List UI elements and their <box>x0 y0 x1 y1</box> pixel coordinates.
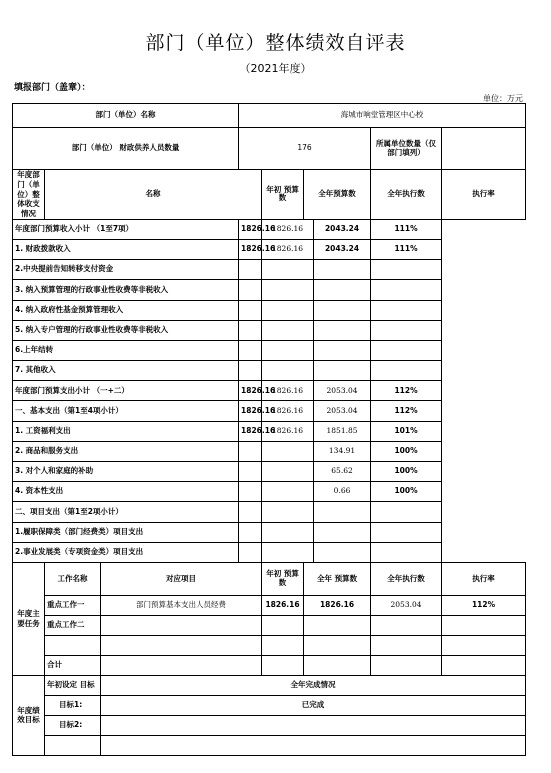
task-row-rate <box>442 615 526 635</box>
budget-row-initial <box>239 482 262 502</box>
task-row-annual <box>304 635 371 655</box>
task-row-work: 重点工作一 <box>45 595 101 615</box>
budget-row-annual <box>262 462 314 482</box>
budget-row-executed <box>314 300 371 320</box>
task-header-project: 对应项目 <box>101 562 262 595</box>
budget-rows <box>13 219 526 562</box>
tasks-section-label: 年度主要任务 <box>13 562 45 675</box>
budget-row-name: 3. 对个人和家庭的补助 <box>13 462 239 482</box>
budget-header-initial: 年初 预算数 <box>262 170 304 220</box>
budget-row-name: 年度部门预算收入小计 （1至7项） <box>13 219 239 239</box>
budget-row-initial: 1826.16 <box>239 219 262 239</box>
budget-row-executed <box>314 542 371 562</box>
budget-row-executed <box>314 340 371 360</box>
page-title: 部门（单位）整体绩效自评表 <box>145 32 406 54</box>
budget-row-initial <box>239 502 262 522</box>
budget-row-executed <box>314 260 371 280</box>
task-header-rate: 执行率 <box>442 562 526 595</box>
budget-row-name: 2.中央提前告知转移支付资金 <box>13 260 239 280</box>
goal-rows <box>13 675 526 755</box>
budget-row-executed <box>314 522 371 542</box>
budget-row-annual: 1826.16 <box>262 219 314 239</box>
task-row-executed <box>371 655 442 675</box>
budget-row <box>13 462 526 482</box>
task-row-annual <box>304 655 371 675</box>
task-header-executed: 全年执行数 <box>371 562 442 595</box>
task-row-work <box>45 635 101 655</box>
budget-row-annual <box>262 482 314 502</box>
task-row-initial <box>262 655 304 675</box>
budget-row-name: 5. 纳入专户管理的行政事业性收费等非税收入 <box>13 320 239 340</box>
budget-row-name: 6.上年结转 <box>13 340 239 360</box>
budget-row-annual: 1826.16 <box>262 381 314 401</box>
task-header-annual: 全年 预算数 <box>304 562 371 595</box>
task-row <box>13 635 526 655</box>
budget-row-name: 一、基本支出（第1至4项小计） <box>13 401 239 421</box>
budget-row-name: 4. 资本性支出 <box>13 482 239 502</box>
task-row <box>13 655 526 675</box>
task-row-annual: 1826.16 <box>304 595 371 615</box>
budget-row-initial <box>239 462 262 482</box>
budget-row-rate <box>371 280 442 300</box>
budget-row <box>13 522 526 542</box>
budget-row <box>13 482 526 502</box>
filler-label: 填报部门（盖章）： <box>14 83 91 93</box>
budget-row-executed <box>314 280 371 300</box>
goal-row <box>13 715 526 735</box>
budget-row-executed: 1851.85 <box>314 421 371 441</box>
budget-row <box>13 340 526 360</box>
budget-row-rate <box>371 361 442 381</box>
goal-row <box>13 735 526 755</box>
budget-row-name: 3. 纳入预算管理的行政事业性收费等非税收入 <box>13 280 239 300</box>
staff-row <box>13 128 526 170</box>
budget-row-name: 二、项目支出（第1至2项小计） <box>13 502 239 522</box>
budget-row-rate <box>371 340 442 360</box>
budget-header-annual: 全年预算数 <box>304 170 371 220</box>
budget-row-initial: 1826.16 <box>239 421 262 441</box>
task-row-project: 部门预算基本支出人员经费 <box>101 595 262 615</box>
budget-row-initial <box>239 280 262 300</box>
budget-row <box>13 320 526 340</box>
goal-row-status: 已完成 <box>101 695 526 715</box>
budget-row <box>13 401 526 421</box>
budget-row-annual <box>262 542 314 562</box>
budget-row <box>13 421 526 441</box>
task-row-initial <box>262 635 304 655</box>
sub-unit-value <box>442 128 526 170</box>
budget-row-annual <box>262 361 314 381</box>
budget-row-executed: 65.62 <box>314 462 371 482</box>
goal-row-target: 目标2: <box>45 715 101 735</box>
goal-row-target <box>45 735 101 755</box>
dept-name-value: 海城市响堂管理区中心校 <box>239 104 526 128</box>
budget-row-rate: 112% <box>371 381 442 401</box>
budget-row-name: 1. 财政拨款收入 <box>13 239 239 259</box>
budget-row-annual: 1826.16 <box>262 401 314 421</box>
budget-row-initial: 1826.16 <box>239 239 262 259</box>
budget-row-annual: 1826.16 <box>262 421 314 441</box>
budget-row-executed: 2053.04 <box>314 401 371 421</box>
budget-row-initial <box>239 320 262 340</box>
budget-row-annual: 1826.16 <box>262 239 314 259</box>
task-row-project <box>101 635 262 655</box>
budget-row-initial: 1826.16 <box>239 401 262 421</box>
task-row-initial: 1826.16 <box>262 595 304 615</box>
budget-row-rate <box>371 542 442 562</box>
task-row <box>13 615 526 635</box>
budget-row-rate <box>371 260 442 280</box>
goal-row-status <box>101 735 526 755</box>
budget-row-annual <box>262 320 314 340</box>
task-row-project <box>101 615 262 635</box>
budget-row-annual <box>262 502 314 522</box>
budget-row-annual <box>262 280 314 300</box>
budget-row-name: 年度部门预算支出小计 （一+二） <box>13 381 239 401</box>
budget-row <box>13 381 526 401</box>
budget-row-executed: 2043.24 <box>314 219 371 239</box>
budget-row-name: 7. 其他收入 <box>13 361 239 381</box>
budget-row-rate <box>371 300 442 320</box>
task-row-initial <box>262 615 304 635</box>
task-row-work: 重点工作二 <box>45 615 101 635</box>
budget-row-rate: 111% <box>371 219 442 239</box>
goal-row <box>13 695 526 715</box>
budget-row-rate <box>371 522 442 542</box>
task-row-executed <box>371 615 442 635</box>
budget-section-label: 年度部门（单位）整体收支情况 <box>13 170 45 220</box>
budget-row-initial <box>239 522 262 542</box>
task-header-work: 工作名称 <box>45 562 101 595</box>
budget-row-name: 2. 商品和服务支出 <box>13 441 239 461</box>
task-row-annual <box>304 615 371 635</box>
task-row-rate: 112% <box>442 595 526 615</box>
staff-count-label: 部门（单位） 财政供养人员数量 <box>13 128 239 170</box>
budget-row-executed <box>314 361 371 381</box>
budget-row-executed: 2043.24 <box>314 239 371 259</box>
staff-count-value: 176 <box>239 128 371 170</box>
budget-row <box>13 219 526 239</box>
budget-row-executed <box>314 320 371 340</box>
budget-row-initial <box>239 260 262 280</box>
goal-header-row <box>13 675 526 695</box>
budget-row-initial <box>239 340 262 360</box>
budget-row-name: 2.事业发展类（专项资金类）项目支出 <box>13 542 239 562</box>
budget-row <box>13 502 526 522</box>
goals-section-label: 年度绩效目标 <box>13 675 45 755</box>
budget-row-executed <box>314 502 371 522</box>
budget-row-annual <box>262 340 314 360</box>
budget-row <box>13 260 526 280</box>
budget-row <box>13 280 526 300</box>
goal-row-status <box>101 715 526 735</box>
task-row-work: 合计 <box>45 655 101 675</box>
budget-row-initial <box>239 361 262 381</box>
budget-row-annual <box>262 260 314 280</box>
goal-row-target: 目标1: <box>45 695 101 715</box>
task-row-rate <box>442 655 526 675</box>
task-rows <box>13 562 526 675</box>
budget-row-rate: 100% <box>371 462 442 482</box>
unit-label: 单位：万元 <box>483 94 523 103</box>
task-row-executed: 2053.04 <box>371 595 442 615</box>
budget-row-initial <box>239 441 262 461</box>
task-row-rate <box>442 635 526 655</box>
budget-row-rate: 112% <box>371 401 442 421</box>
budget-header-row <box>13 170 526 220</box>
budget-header-executed: 全年执行数 <box>371 170 442 220</box>
budget-row <box>13 361 526 381</box>
evaluation-table <box>12 103 526 756</box>
budget-row-annual <box>262 300 314 320</box>
budget-row <box>13 300 526 320</box>
budget-row-rate: 100% <box>371 482 442 502</box>
task-row <box>13 595 526 615</box>
budget-row-rate <box>371 320 442 340</box>
budget-row <box>13 441 526 461</box>
budget-row-name: 4. 纳入政府性基金预算管理收入 <box>13 300 239 320</box>
dept-name-row <box>13 104 526 128</box>
sub-unit-label: 所属单位数量（仅部门填列） <box>371 128 442 170</box>
budget-row-annual <box>262 522 314 542</box>
budget-header-rate: 执行率 <box>442 170 526 220</box>
budget-row-rate: 100% <box>371 441 442 461</box>
budget-row <box>13 542 526 562</box>
budget-row-rate: 111% <box>371 239 442 259</box>
report-year: （2021年度） <box>239 62 312 75</box>
task-header-row <box>13 562 526 595</box>
goal-header-left: 年初设定 目标 <box>45 675 101 695</box>
budget-row-initial: 1826.16 <box>239 381 262 401</box>
budget-row-executed: 0.66 <box>314 482 371 502</box>
budget-row <box>13 239 526 259</box>
task-header-initial: 年初 预算数 <box>262 562 304 595</box>
budget-row-initial <box>239 542 262 562</box>
budget-row-executed: 134.91 <box>314 441 371 461</box>
budget-row-rate: 101% <box>371 421 442 441</box>
budget-row-initial <box>239 300 262 320</box>
task-row-project <box>101 655 262 675</box>
budget-row-name: 1. 工资福利支出 <box>13 421 239 441</box>
task-row-executed <box>371 635 442 655</box>
budget-row-annual <box>262 441 314 461</box>
budget-row-name: 1.履职保障类（部门经费类）项目支出 <box>13 522 239 542</box>
goal-header-right: 全年完成情况 <box>101 675 526 695</box>
budget-header-name: 名称 <box>45 170 262 220</box>
budget-row-rate <box>371 502 442 522</box>
dept-name-label: 部门（单位）名称 <box>13 104 239 128</box>
budget-row-executed: 2053.04 <box>314 381 371 401</box>
